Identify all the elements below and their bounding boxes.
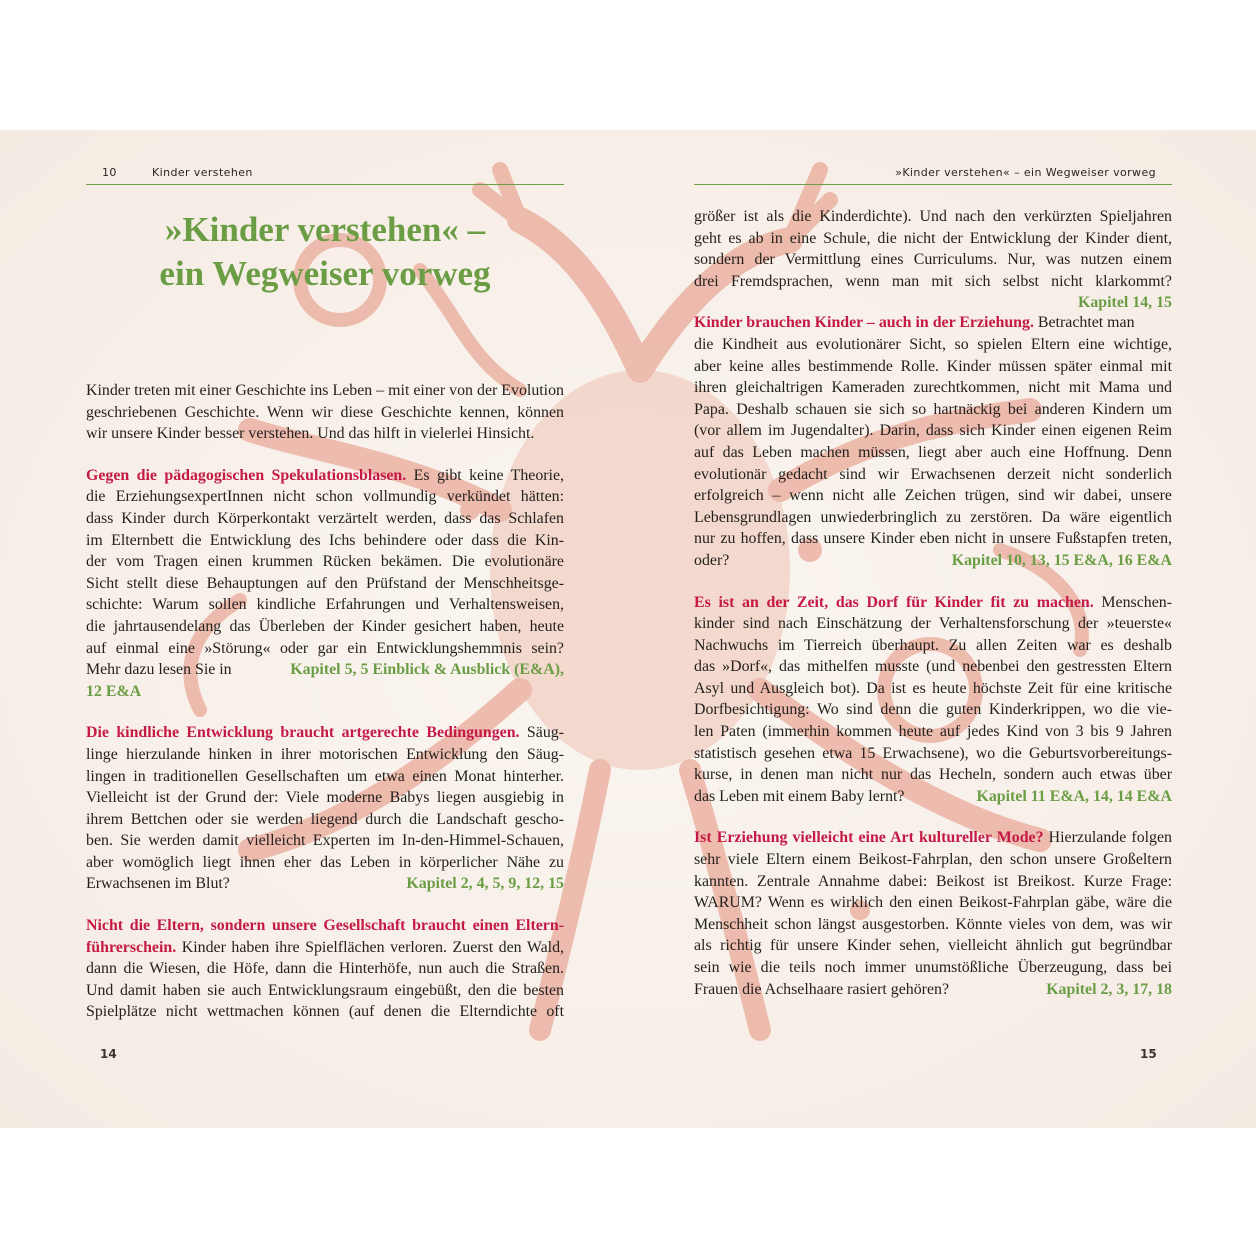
text-line: Lebensgrundlagen unwiederbringlich zu zerstören. Da wäre eigentlich	[694, 508, 1172, 526]
running-head-number: 10	[102, 166, 117, 179]
continuation-paragraph	[694, 206, 1172, 312]
text-line: drei Fremdsprachen, wenn man mit sich selbst nicht klarkommt?	[694, 272, 1172, 290]
text-span: oder?	[694, 551, 730, 569]
right-column	[694, 206, 1172, 1020]
text-line: größer ist als die Kinderdichte). Und nach den verkürzten Spieljahren	[694, 208, 1172, 225]
text-span: Es gibt keine Theorie,	[406, 466, 564, 484]
left-column	[86, 380, 564, 1043]
text-line: lingen in traditionellen Gesellschaften um etwa einen Monat hinterher.	[86, 767, 564, 785]
text-line: ihrem Bettchen oder sie werden liegend durch die Landschaft gescho-	[86, 810, 564, 828]
text-line: als richtig für unsere Kinder sehen, vielleicht ähnlich gut begründbar	[694, 937, 1172, 955]
text-line: WARUM? Wenn es wirklich den einen Beikost-Fahrplan gäbe, wäre die	[694, 894, 1172, 912]
page-number: 15	[1140, 1047, 1157, 1061]
text-line: geht es ab in eine Schule, die nicht der Entwicklung der Kinder dient,	[694, 229, 1172, 247]
text-line: statistisch gesehen etwa 15 Erwachsene), wo die Geburtsvorbereitungs-	[694, 744, 1172, 762]
text-line: schichte: Warum sollen kindliche Erfahrungen und Verhaltensweisen,	[86, 596, 564, 614]
right-page	[628, 130, 1256, 1128]
text-line: im Elternbett die Entwicklung des Ichs behindere oder dass die Kin-	[86, 531, 564, 549]
section-paragraph	[86, 915, 564, 1023]
section-heading: Kinder brauchen Kinder – auch in der Erziehung.	[694, 314, 1034, 332]
text-line: ben. Sie werden damit vielleicht Experten im In-den-Himmel-Schauen,	[86, 832, 564, 850]
section-heading: Es ist an der Zeit, das Dorf für Kinder fit zu machen.	[694, 593, 1094, 611]
chapter-reference: 12 E&A	[86, 682, 142, 700]
text-line: aber womöglich liegt ihnen eher das Leben in körperlicher Nähe zu	[86, 853, 564, 871]
text-line: aber keine alles bestimmende Rolle. Kinder müssen später einmal mit	[694, 357, 1172, 375]
left-page	[0, 130, 628, 1128]
text-line: Menschheit schon längst ausgestorben. Könnte vieles von dem, was wir	[694, 915, 1172, 933]
text-line: Asyl und Ausgleich bot). Da ist es heute höchste Zeit für eine kritische	[694, 679, 1172, 697]
text-span: Erwachsenen im Blut?	[86, 875, 230, 893]
text-line: dann die Wiesen, die Höfe, dann die Hinterhöfe, nun auch die Straßen.	[86, 960, 564, 978]
text-line: Papa. Deshalb schauen sie sich so hartnäckig bei anderen Kindern um	[694, 400, 1172, 418]
chapter-reference: Kapitel 11 E&A, 14, 14 E&A	[976, 787, 1172, 805]
text-line: Vielleicht ist der Grund der: Viele moderne Babys liegen ausgiebig in	[86, 789, 564, 807]
text-line: kinder sind nach Einschätzung der Verhaltensforschung der »teuerste«	[694, 615, 1172, 633]
text-line: die jahrtausendelang das Überleben der Kinder gesichert haben, heute	[86, 617, 564, 635]
header-rule	[86, 184, 564, 185]
section-paragraph	[86, 465, 564, 703]
text-span: Menschen-	[1093, 593, 1172, 611]
text-line: evolutionär gedacht sind wir Erwachsenen derzeit nicht sonderlich	[694, 465, 1172, 483]
text-line: die Kindheit aus evolutionärer Sicht, so spielen Eltern eine wichtige,	[694, 335, 1172, 353]
chapter-reference: Kapitel 5, 5 Einblick & Ausblick (E&A),	[290, 661, 564, 679]
chapter-reference: Kapitel 14, 15	[1077, 294, 1172, 312]
text-line: der vom Tragen einen krummen Rücken bekämen. Die evolutionäre	[86, 553, 564, 571]
book-spread	[0, 130, 1256, 1128]
text-line: kannten. Zentrale Annahme dabei: Beikost ist Breikost. Kurze Frage:	[694, 872, 1172, 890]
running-head-title: »Kinder verstehen« – ein Wegweiser vorweg	[895, 166, 1156, 179]
page-number: 14	[100, 1047, 117, 1061]
text-line: auf das Leben machen müssen, liegt aber auch eine Hoffnung. Denn	[694, 443, 1172, 461]
text-line: sehr viele Eltern einem Beikost-Fahrplan, den schon unsere Großeltern	[694, 851, 1172, 869]
text-line: auf einmal eine »Störung« oder gar ein Entwicklungshemmnis sein?	[86, 639, 564, 657]
text-span: das Leben mit einem Baby lernt?	[694, 787, 905, 805]
text-line: linge hierzulande hinken in ihrer motorischen Entwicklung den Säug-	[86, 745, 564, 763]
text-line: kurse, in denen man nicht nur das Hecheln, sondern auch etwas über	[694, 766, 1172, 784]
section-paragraph	[694, 827, 1172, 1000]
chapter-title-line1: »Kinder verstehen« –	[164, 210, 486, 249]
text-span: Mehr dazu lesen Sie in	[86, 661, 232, 679]
chapter-reference: Kapitel 10, 13, 15 E&A, 16 E&A	[951, 551, 1172, 569]
section-paragraph	[694, 592, 1172, 808]
text-line: erfolgreich – wenn nicht alle Zeichen trügen, sind wir dabei, unsere	[694, 487, 1172, 505]
section-heading: Die kindliche Entwicklung braucht artgerechte Bedingungen.	[86, 724, 520, 742]
text-line: Dorfbesichtigung: Wo sind denn die guten Kinderkrippen, wo die vie-	[694, 701, 1172, 719]
text-line: ihren gleichaltrigen Kameraden zurechtkommen, nicht mit Mama und	[694, 379, 1172, 397]
section-heading: Nicht die Eltern, sondern unsere Gesellschaft braucht einen Eltern-	[86, 917, 564, 935]
text-line: wir unsere Kinder besser verstehen. Und das hilft in vielerlei Hinsicht.	[86, 425, 535, 443]
text-line: Spielplätze nicht wettmachen können (auf denen die Elterndichte oft	[86, 1003, 564, 1021]
text-line: Kinder treten mit einer Geschichte ins Leben – mit einer von der Evolution	[86, 382, 564, 399]
text-span: Frauen die Achselhaare rasiert gehören?	[694, 980, 950, 998]
text-line: sein wie die teils noch immer unumstößliche Überzeugung, dass bei	[694, 959, 1172, 976]
text-line: (vor allem im Jugendalter). Darin, dass sich Kinder einen eigenen Reim	[694, 422, 1172, 440]
section-paragraph	[694, 312, 1172, 571]
text-line: die ErziehungsexpertInnen nicht schon vollmundig verkündet hätten:	[86, 488, 564, 506]
chapter-title	[86, 208, 564, 296]
text-line: len Paten (immerhin kommen heute auf jedes Kind von 3 bis 9 Jahren	[694, 723, 1172, 741]
chapter-reference: Kapitel 2, 4, 5, 9, 12, 15	[406, 875, 564, 893]
text-span: Betrachtet man	[1033, 314, 1135, 332]
text-line: nur zu hoffen, dass unsere Kinder eben nicht in unsere Fußstapfen treten,	[694, 530, 1172, 548]
section-paragraph	[86, 722, 564, 895]
text-line: sondern der Vermittlung eines Curriculums. Nur, was nutzen einem	[694, 251, 1172, 269]
running-head-title: Kinder verstehen	[152, 166, 253, 179]
text-line: dass Kinder durch Körperkontakt verzärtelt werden, dass das Schlafen	[86, 509, 564, 527]
text-span: Hierzulande folgen	[1043, 829, 1173, 847]
header-rule	[694, 184, 1172, 185]
section-heading: Ist Erziehung vielleicht eine Art kultureller Mode?	[694, 829, 1044, 847]
section-heading: Gegen die pädagogischen Spekulationsblasen.	[86, 466, 407, 484]
text-line: Sicht stellt diese Behauptungen auf den Prüfstand der Menschheitsge-	[86, 574, 564, 592]
chapter-reference: Kapitel 2, 3, 17, 18	[1046, 980, 1172, 998]
text-span: Kinder haben ihre Spielflächen verloren. Zuerst den Wald,	[176, 938, 564, 956]
section-heading: führerschein.	[86, 938, 177, 956]
intro-paragraph	[86, 380, 564, 445]
chapter-title-line2: ein Wegweiser vorweg	[159, 254, 491, 293]
text-line: Und damit haben sie auch Entwicklungsraum eingebüßt, den die besten	[86, 981, 564, 999]
text-line: das »Dorf«, das mithelfen musste (und nebenbei den gestressten Eltern	[694, 658, 1172, 676]
text-line: geschriebenen Geschichte. Wenn wir diese Geschichte kennen, können	[86, 403, 564, 421]
text-line: Nachwuchs im Tierreich überhaupt. Zu allen Zeiten war es deshalb	[694, 636, 1172, 654]
text-span: Säug-	[519, 724, 564, 742]
